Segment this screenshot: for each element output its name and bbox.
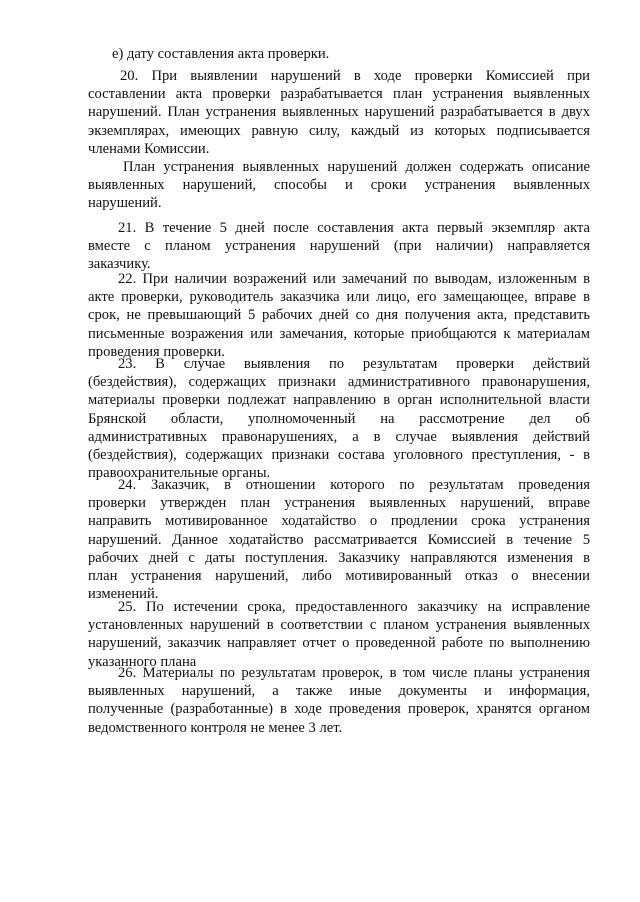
text-line: выявленных нарушений, а также иные документы и информация, bbox=[88, 683, 590, 700]
paragraph-item-24 bbox=[88, 476, 590, 603]
text-line: План устранения выявленных нарушений должен содержать описание bbox=[123, 159, 590, 175]
text-line: 24. Заказчик, в отношении которого по результатам проведения bbox=[118, 477, 590, 493]
text-line: ведомственного контроля не менее 3 лет. bbox=[88, 719, 343, 736]
text-line: срок, не превышающий 5 рабочих дней со дня получения акта, представить bbox=[88, 307, 590, 324]
text-line: экземплярах, имеющих равную силу, каждый из которых подписывается bbox=[88, 122, 590, 139]
text-line: акте проверки, руководитель заказчика или лицо, его замещающее, вправе в bbox=[88, 289, 590, 306]
text-line: план устранения нарушений, либо мотивированный отказ о внесении bbox=[88, 568, 590, 585]
text-line: е) дату составления акта проверки. bbox=[112, 46, 330, 62]
paragraph-item-26 bbox=[88, 664, 590, 737]
paragraph-item-23 bbox=[88, 355, 590, 482]
text-line: проведения проверки. bbox=[88, 343, 225, 360]
text-line: нарушений, заказчик направляет отчет о проведенной работе по выполнению bbox=[88, 635, 590, 652]
text-line: материалы проверки подлежат направлению в орган исполнительной власти bbox=[88, 392, 590, 409]
text-line: направить мотивированное ходатайство о продлении срока устранения bbox=[88, 513, 590, 530]
paragraph-item-22 bbox=[88, 270, 590, 361]
text-line: административных правонарушениях, а в случае выявления действий bbox=[88, 428, 590, 445]
text-line: правоохранительные органы. bbox=[88, 465, 271, 482]
text-line: 25. По истечении срока, предоставленного заказчику на исправление bbox=[118, 599, 590, 615]
text-line: письменные возражения или замечания, которые приобщаются к материалам bbox=[88, 325, 590, 342]
text-line: 20. При выявлении нарушений в ходе проверки Комиссией при bbox=[120, 68, 590, 84]
text-line: Брянской области, уполномоченный на рассмотрение дел об bbox=[88, 410, 590, 427]
text-line: установленных нарушений в соответствии с планом устранения выявленных bbox=[88, 617, 590, 634]
paragraph-item-20-content bbox=[88, 158, 590, 213]
text-line: (бездействия), содержащих признаки состава уголовного преступления, - в bbox=[88, 447, 590, 464]
text-line: составлении акта проверки разрабатывается план устранения выявленных bbox=[88, 86, 590, 103]
text-line: вместе с планом устранения нарушений (при наличии) направляется bbox=[88, 238, 590, 255]
text-line: 22. При наличии возражений или замечаний по выводам, изложенным в bbox=[118, 271, 590, 287]
paragraph-item-20 bbox=[88, 67, 590, 158]
text-line: 23. В случае выявления по результатам проверки действий bbox=[118, 356, 590, 372]
text-line: нарушений. План устранения выявленных нарушений разрабатывается в двух bbox=[88, 104, 590, 121]
text-line: изменений. bbox=[88, 586, 159, 603]
text-line: проверки утвержден план устранения выявленных нарушений, вправе bbox=[88, 495, 590, 512]
paragraph-item-21 bbox=[88, 219, 590, 274]
text-line: 26. Материалы по результатам проверок, в том числе планы устранения bbox=[118, 665, 590, 681]
text-line: рабочих дней с даты поступления. Заказчику направляются изменения в bbox=[88, 549, 590, 566]
text-line: нарушений. bbox=[88, 195, 162, 212]
text-line: полученные (разработанные) в ходе проведения проверок, хранятся органом bbox=[88, 701, 590, 718]
text-line: заказчику. bbox=[88, 256, 151, 273]
text-line: нарушений. Данное ходатайство рассматривается Комиссией в течение 5 bbox=[88, 531, 590, 548]
text-line: указанного плана bbox=[88, 653, 197, 670]
text-line: 21. В течение 5 дней после составления акта первый экземпляр акта bbox=[118, 220, 590, 236]
paragraph-item-25 bbox=[88, 598, 590, 671]
text-line: членами Комиссии. bbox=[88, 140, 210, 157]
paragraph-item-e bbox=[88, 45, 590, 63]
text-line: (бездействия), содержащих признаки административного правонарушения, bbox=[88, 374, 590, 391]
text-line: выявленных нарушений, способы и сроки устранения выявленных bbox=[88, 177, 590, 194]
